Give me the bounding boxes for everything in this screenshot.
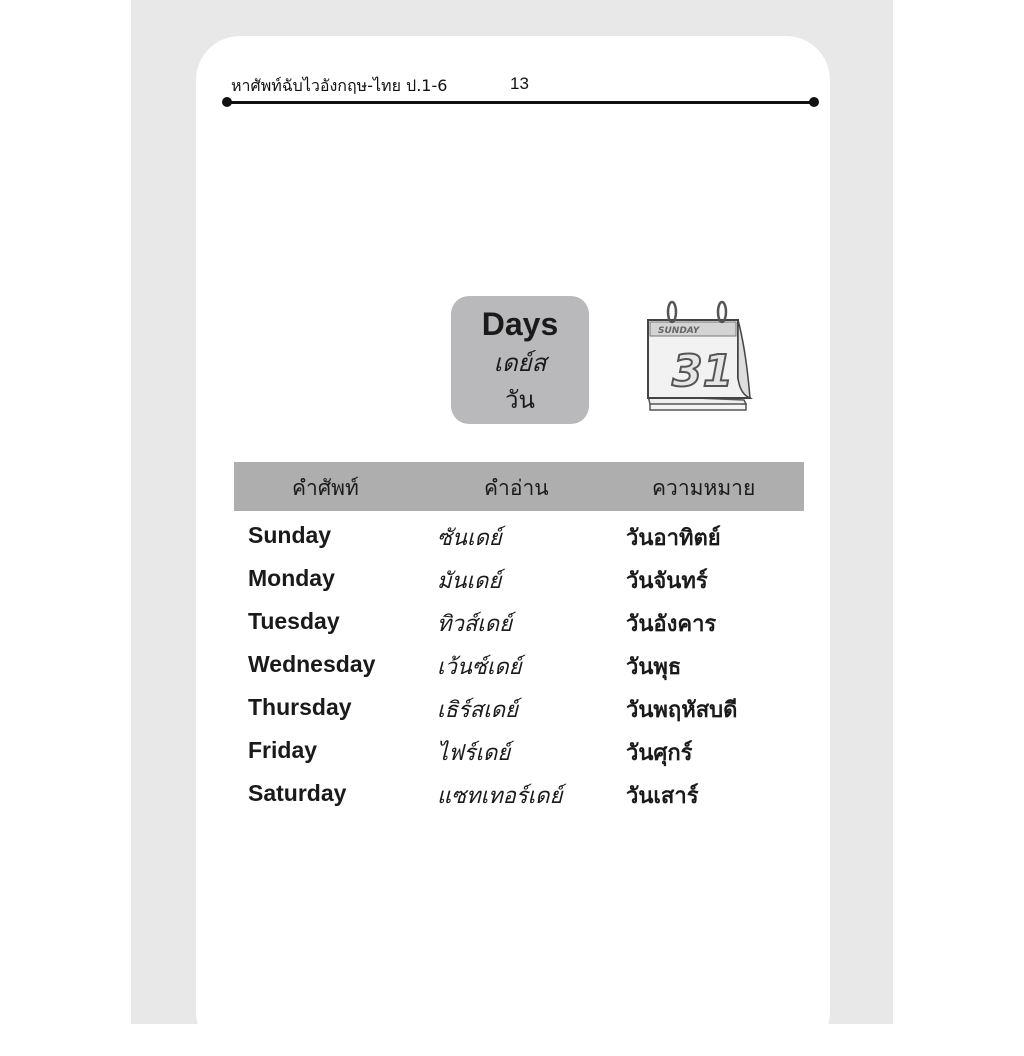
cell-word: Sunday <box>248 522 332 548</box>
cell-meaning: วันอาทิตย์ <box>626 526 721 551</box>
cell-word: Saturday <box>248 780 347 806</box>
cell-word: Thursday <box>248 694 352 720</box>
header-meaning: ความหมาย <box>652 476 756 500</box>
cell-reading: มันเดย์ <box>437 569 502 594</box>
cell-reading: ไฟร์เดย์ <box>437 741 511 766</box>
running-title: หาศัพท์ฉับไวอังกฤษ-ไทย ป.1-6 <box>231 76 448 95</box>
cell-word: Friday <box>248 737 318 763</box>
cell-meaning: วันพฤหัสบดี <box>626 698 738 723</box>
cell-meaning: วันจันทร์ <box>626 569 708 594</box>
calendar-icon <box>642 300 754 414</box>
topic-thai: วัน <box>505 386 535 414</box>
page-number: 13 <box>510 74 529 93</box>
cell-word: Wednesday <box>248 651 376 677</box>
header-rule <box>227 101 814 104</box>
cell-reading: ทิวส์เดย์ <box>437 612 512 637</box>
table-row <box>0 774 1024 814</box>
calendar-day-number: 31 <box>672 346 734 397</box>
cell-meaning: วันพุธ <box>626 655 682 680</box>
cell-reading: ซันเดย์ <box>437 526 502 551</box>
cell-word: Monday <box>248 565 335 591</box>
header-reading: คำอ่าน <box>484 476 549 500</box>
cell-meaning: วันเสาร์ <box>626 784 699 809</box>
topic-pronunciation: เดย์ส <box>493 349 547 377</box>
header-word: คำศัพท์ <box>292 476 359 500</box>
cell-meaning: วันศุกร์ <box>626 741 693 766</box>
cell-word: Tuesday <box>248 608 340 634</box>
table-row <box>0 602 1024 642</box>
table-header <box>234 462 804 511</box>
table-row <box>0 516 1024 556</box>
rule-dot-right <box>809 97 819 107</box>
table-row <box>0 731 1024 771</box>
cell-reading: เธิร์สเดย์ <box>437 698 518 723</box>
cell-meaning: วันอังคาร <box>626 612 717 637</box>
topic-title-box <box>451 296 589 424</box>
topic-english: Days <box>481 306 559 342</box>
table-row <box>0 559 1024 599</box>
rule-dot-left <box>222 97 232 107</box>
cell-reading: เว้นซ์เดย์ <box>437 655 522 680</box>
cell-reading: แซทเทอร์เดย์ <box>437 784 563 809</box>
table-row <box>0 645 1024 685</box>
table-row <box>0 688 1024 728</box>
calendar-month-label: SUNDAY <box>658 326 700 336</box>
